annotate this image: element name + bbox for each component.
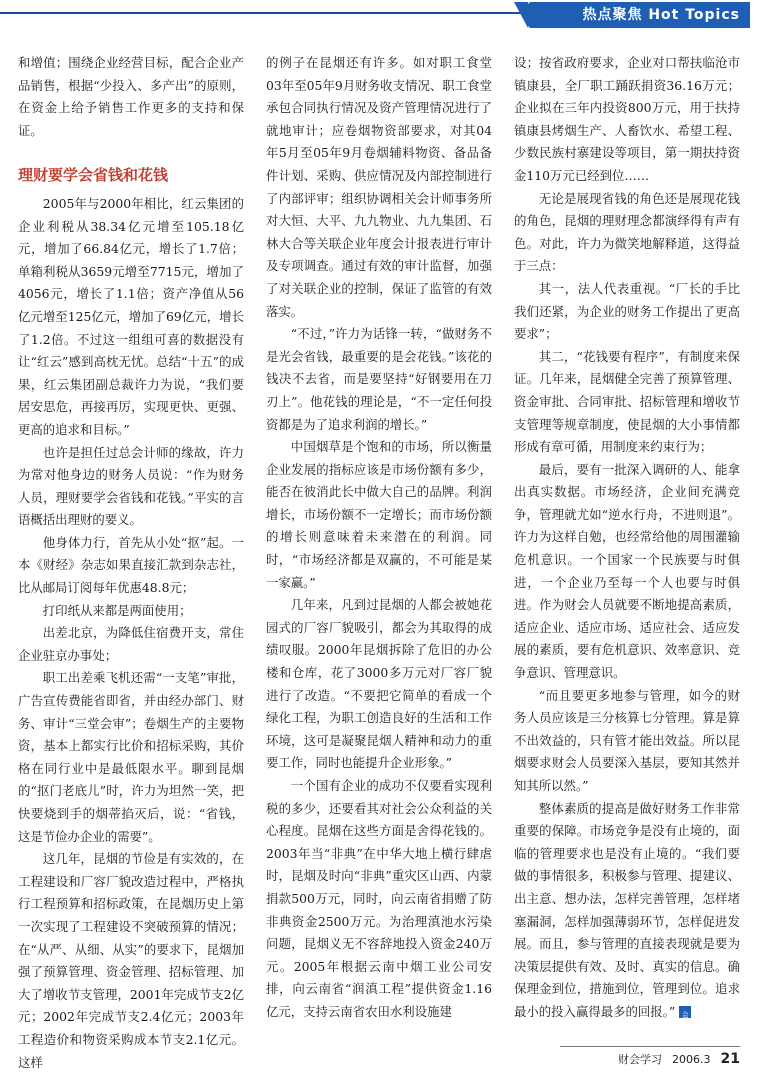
paragraph: 一个国有企业的成功不仅要看实现利税的多少，还要看其对社会公众利益的关心程度。昆烟在这些方面是舍得花钱的。2003年当“非典”在中华大地上横行肆虐时，昆烟及时向“非典”重灾区山西、内蒙捐款500万元，同时，向云南省捐赠了防非典资金2500万元。为治理滇池水污染问题，昆烟义无不容辞地投入资金240万元。2005年根据云南中烟工业公司安排，向云南省“润滇工程”提供资金1.16亿元，支持云南省农田水利设施建 xyxy=(266,778,492,1019)
paragraph: “而且要更多地参与管理，如今的财务人员应该是三分核算七分管理。算是算不出效益的，只有管才能出效益。所以昆烟要求财会人员要深入基层，要知其然并知其所以然。” xyxy=(514,687,740,793)
paragraph: 整体素质的提高是做好财务工作非常重要的保障。市场竞争是没有止境的，面临的管理要求也是没有止境的。“我们要做的事情很多，积极参与管理、提建议、出主意、想办法，怎样完善管理，怎样堵塞漏洞，怎样加强薄弱环节，怎样促进发展。而且，参与管理的直接表现就是要为决策层提供有效、及时、真实的信息。确保理金到位，措施到位，管理到位。追求最小的投入赢得最多的回报。” 财会学习 xyxy=(514,800,740,1032)
journal-name: 财会学习 xyxy=(618,1053,663,1066)
section-heading: 理财要学会省钱和花钱 xyxy=(18,166,169,185)
paragraph: 2005年与2000年相比，红云集团的企业利税从38.34亿元增至105.18亿元，增加了66.84亿元，增长了1.7倍；单箱利税从3659元增至7715元，增加了4056元，增长了1.1倍；资产净值从56亿元增至125亿元，增加了69亿元，增长了1.2倍。不过这一组组可喜的数据没有让“红云”感到高枕无忧。总结“十五”的成果，红云集团副总裁许力为说，“我们要居安思危，再接再厉，实现更快、更强、更高的追求和目标。” xyxy=(18,195,244,437)
article-end-mark: 财会学习 xyxy=(679,1006,691,1018)
paragraph: 也许是担任过总会计师的缘故，许力为常对他身边的财务人员说：“作为财务人员，理财要学会省钱和花钱。”平实的言语概括出理财的要义。 xyxy=(18,444,244,528)
paragraph: 和增值；围绕企业经营目标，配合企业产品销售，根据“少投入、多产出”的原则，在资金上给予销售工作更多的支持和保证。 xyxy=(18,55,244,138)
page-header xyxy=(0,0,758,30)
issue-number: 2006.3 xyxy=(672,1053,711,1066)
footer-rule xyxy=(560,1046,740,1047)
header-stripe xyxy=(0,12,540,14)
paragraph: 这几年，昆烟的节俭是有实效的，在工程建设和厂容厂貌改造过程中，严格执行工程预算和招标政策，在昆烟历史上第一次实现了工程建设不突破预算的情况；在“从严、从细、从实”的要求下，昆烟加强了预算管理、资金管理、招标管理、加大了增收节支管理，2001年完成节支2亿元；2002年完成节支2.4亿元；2003年工程造价和物资采购成本节支2.1亿元。这样 xyxy=(18,851,244,1070)
paragraph: “不过，”许力为话锋一转，“做财务不是光会省钱，最重要的是会花钱。”该花的钱决不去省，而是要坚持“好钢要用在刀刃上”。他花钱的理论是，“不一定任何投资都是为了追求利润的增长。” xyxy=(266,326,492,432)
text-column-3 xyxy=(514,52,740,1032)
page-footer xyxy=(618,1051,740,1067)
paragraph: 最后，要有一批深入调研的人、能拿出真实数据。市场经济，企业间充满竞争，管理就尤如“逆水行舟，不进则退”。许力为这样自勉，也经常给他的周围灌输危机意识。一个国家一个民族要与时俱进，一个企业乃至每一个人也要与时俱进。作为财会人员就要不断地提高素质，适应企业、适应市场、适应社会、适应发展的素质，要有危机意识、效率意识、竞争意识、管理意识。 xyxy=(514,461,740,681)
paragraph: 中国烟草是个饱和的市场，所以衡量企业发展的指标应该是市场份额有多少，能否在彼消此长中做大自己的品牌。利润增长，市场份额不一定增长；而市场份额的增长则意味着未来潜在的利润。同时，“市场经济都是双赢的，不可能是某一家赢。” xyxy=(266,439,492,590)
text-column-1 xyxy=(18,52,244,1074)
paragraph: 无论是展现省钱的角色还是展现花钱的角色，昆烟的理财理念都演绎得有声有色。对此，许力为微笑地解释道，这得益于三点： xyxy=(514,190,740,274)
paragraph: 他身体力行，首先从小处“抠”起。一本《财经》杂志如果直接汇款到杂志社，比从邮局订阅每年优惠48.8元； xyxy=(18,534,244,596)
paragraph: 的例子在昆烟还有许多。如对职工食堂03年至05年9月财务收支情况、职工食堂承包合同执行情况及资产管理情况进行了就地审计；应卷烟物资部要求，对其04年5月至05年9月卷烟辅料物资、备品备件计划、采购、供应情况及内部控制进行了内部评审；组织协调相关会计师事务所对大恒、大平、九九物业、九九集团、石林大合等关联企业年度会计报表进行审计及专项调查。通过有效的审计监督，加强了对关联企业的控制，保证了监管的有效落实。 xyxy=(266,55,492,319)
paragraph: 打印纸从来都是两面使用； xyxy=(42,602,192,618)
page-number: 21 xyxy=(720,1051,740,1067)
paragraph: 其一，法人代表重视。“厂长的手比我们还紧，为企业的财务工作提出了更高要求”； xyxy=(514,280,740,342)
section-title: 热点聚焦 Hot Topics xyxy=(582,7,740,23)
paragraph: 出差北京，为降低住宿费开支，常住企业驻京办事处； xyxy=(18,625,244,663)
paragraph: 设；按省政府要求，企业对口帮扶临沧市镇康县，全厂职工踊跃捐资36.16万元；企业拟在三年内投资800万元，用于扶持镇康县烤烟生产、人畜饮水、希望工程、少数民族村寨建设等项目，第一期扶持资金110万元已经到位…… xyxy=(514,55,740,183)
paragraph: 几年来，凡到过昆烟的人都会被她花园式的厂容厂貌吸引，都会为其取得的成绩叹服。2000年昆烟拆除了危旧的办公楼和仓库，花了3000多万元对厂容厂貌进行了改造。“不要把它简单的看成一个绿化工程，为职工创造良好的生活和工作环境，这可是凝聚昆烟人精神和动力的重要工作，同时也能提升企业形象。” xyxy=(266,597,492,771)
text-column-2 xyxy=(266,52,492,1024)
paragraph: 其二，“花钱要有程序”，有制度来保证。几年来，昆烟健全完善了预算管理、资金审批、合同审批、招标管理和增收节支管理等规章制度，使昆烟的大小事情都形成有章可循，用制度来约束行为； xyxy=(514,348,740,455)
paragraph: 职工出差乘飞机还需“一支笔”审批，广告宣传费能省即省，并由经办部门、财务、审计“三堂会审”；卷烟生产的主要物资，基本上都实行比价和招标采购，其价格在同行业中是最低限水平。聊到昆烟的“抠门老底儿”时，许力为坦然一笑，把快要烧到手的烟蒂掐灭后，说：“省钱，这是节俭办企业的需要”。 xyxy=(18,670,244,844)
